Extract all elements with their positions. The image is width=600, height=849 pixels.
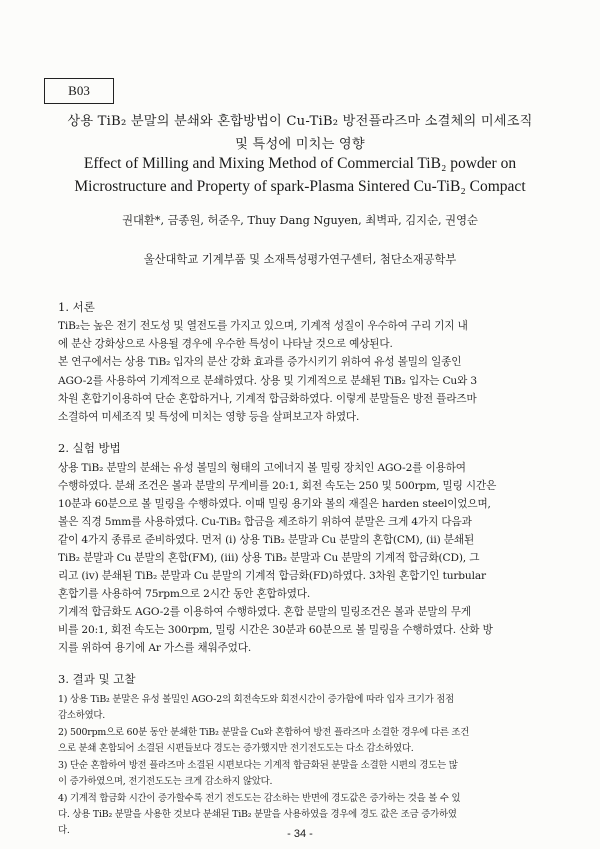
affiliation: 울산대학교 기계부품 및 소재특성평가연구센터, 첨단소재공학부 xyxy=(143,253,457,266)
body-line: 상용 TiB₂ 분말의 분쇄는 유성 볼밀의 형태의 고에너지 볼 밀링 장치인 AGO-2를 이용하여 xyxy=(58,462,466,474)
body-line: 수행하였다. 분쇄 조건은 볼과 분말의 무게비를 20:1, 회전 속도는 250 및 500rpm, 밀링 시간은 xyxy=(58,480,497,492)
title-korean-line-1: 상용 TiB₂ 분말의 분쇄와 혼합방법이 Cu-TiB₂ 방전플라즈마 소결체의 미세조직 xyxy=(67,114,533,129)
body-line: TiB₂는 높은 전기 전도성 및 열전도를 가지고 있으며, 기계적 성질이 우수하여 구리 기지 내 xyxy=(58,320,468,332)
result-line: 4) 기계적 합금화 시간이 증가할수록 전기 전도도는 감소하는 반면에 경도값은 증가하는 것을 볼 수 있 xyxy=(58,793,461,804)
body-line: 에 분산 강화상으로 사용될 경우에 우수한 특성이 나타날 것으로 예상된다. xyxy=(58,338,393,350)
body-line: 10분과 60분으로 볼 밀링을 수행하였다. 이때 밀링 용기와 볼의 재질은 harden steel이었으며, xyxy=(58,498,491,510)
body-line: 리고 (ⅳ) 분쇄된 TiB₂ 분말과 Cu 분말의 기계적 합금화(FD)하였다. 3차원 혼합기인 turbular xyxy=(58,570,486,582)
result-line: 다. 상용 TiB₂ 분말을 사용한 것보다 분쇄된 TiB₂ 분말을 사용하였을 경우에 경도 값은 조금 증가하였 xyxy=(58,809,457,820)
section-heading-introduction: 1. 서론 xyxy=(58,300,95,314)
body-line: AGO-2를 사용하여 기계적으로 분쇄하였다. 상용 및 기계적으로 분쇄된 TiB₂ 입자는 Cu와 3 xyxy=(58,375,477,387)
section-heading-results: 3. 결과 및 고찰 xyxy=(58,672,136,686)
abstract-code-box: B03 xyxy=(44,78,114,104)
title-korean-line-2: 및 특성에 미치는 영향 xyxy=(235,137,365,152)
body-line: 차원 혼합기이용하여 단순 혼합하거나, 기계적 합금화하였다. 이렇게 분말들은 방전 플라즈마 xyxy=(58,393,477,405)
result-line: 감소하였다. xyxy=(58,710,106,721)
result-line: 3) 단순 혼합하여 방전 플라즈마 소결된 시편보다는 기계적 합금화된 분말을 소결한 시편의 경도는 많 xyxy=(58,760,458,771)
author-list: 권대환*, 금종원, 허준우, Thuy Dang Nguyen, 최벽파, 김지순, 권영순 xyxy=(122,214,478,227)
result-line: 으로 분쇄 혼합되어 소결된 시편들보다 경도는 증가했지만 전기전도도는 다소 감소하였다. xyxy=(58,743,414,754)
body-line: 지를 위하여 용기에 Ar 가스를 채워주었다. xyxy=(58,642,252,654)
body-line: 같이 4가지 종류로 준비하였다. 먼저 (ⅰ) 상용 TiB₂ 분말과 Cu 분말의 혼합(CM), (ⅱ) 분쇄된 xyxy=(58,534,475,546)
result-line: 2) 500rpm으로 60분 동안 분쇄한 TiB₂ 분말을 Cu와 혼합하여 방전 플라즈마 소결한 경우에 다른 조건 xyxy=(58,727,470,738)
result-line: 이 증가하였으며, 전기전도도는 크게 감소하지 않았다. xyxy=(58,776,273,787)
page-number: - 34 - xyxy=(287,828,313,840)
title-english-line-2: Microstructure and Property of spark-Plasma Sintered Cu-TiB₂ Compact xyxy=(74,178,526,195)
body-line: 기계적 합금화도 AGO-2를 이용하여 수행하였다. 혼합 분말의 밀링조건은 볼과 분말의 무게 xyxy=(58,606,471,618)
body-line: 혼합기를 사용하여 75rpm으로 2시간 동안 혼합하였다. xyxy=(58,588,311,600)
body-line: 본 연구에서는 상용 TiB₂ 입자의 분산 강화 효과를 증가시키기 위하여 유성 볼밀의 일종인 xyxy=(58,356,462,368)
result-line: 다. xyxy=(58,825,70,836)
body-line: TiB₂ 분말과 Cu 분말의 혼합(FM), (ⅲ) 상용 TiB₂ 분말과 Cu 분말의 기계적 합금화(CD), 그 xyxy=(58,552,480,564)
result-line: 1) 상용 TiB₂ 분말은 유성 볼밀인 AGO-2의 회전속도와 회전시간이 증가함에 따라 입자 크기가 점점 xyxy=(58,694,454,705)
title-english-line-1: Effect of Milling and Mixing Method of Commercial TiB₂ powder on xyxy=(83,155,517,172)
section-heading-methods: 2. 실험 방법 xyxy=(58,441,121,455)
body-line: 비를 20:1, 회전 속도는 300rpm, 밀링 시간은 30분과 60분으로 볼 밀링을 수행하였다. 산화 방 xyxy=(58,624,493,636)
body-line: 볼은 직경 5mm를 사용하였다. Cu-TiB₂ 합금을 제조하기 위하여 분말은 크게 4가지 다음과 xyxy=(58,516,472,528)
body-line: 소결하여 미세조직 및 특성에 미치는 영향 등을 살펴보고자 하였다. xyxy=(58,411,360,423)
